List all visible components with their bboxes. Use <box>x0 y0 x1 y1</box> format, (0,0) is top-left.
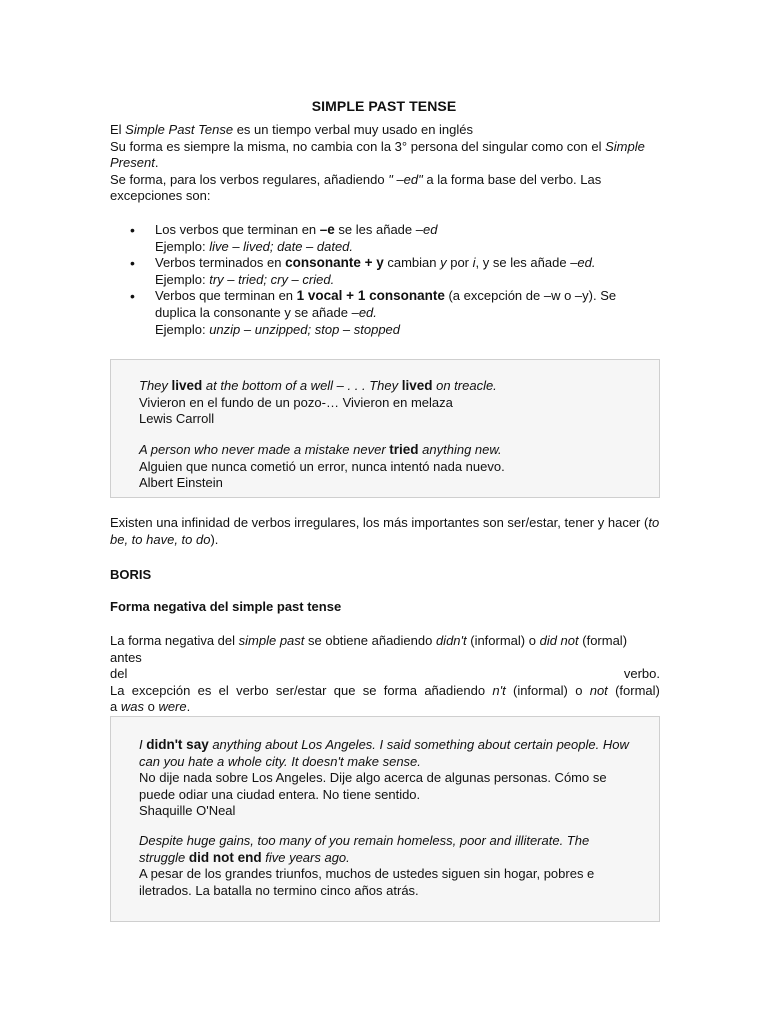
list-item: • Verbos terminados en consonante + y cambian y por i, y se les añade –ed. Ejemplo: try – tried; cry – cried. <box>110 255 660 288</box>
example-label: Ejemplo: <box>155 321 210 337</box>
intro-term: " –ed" <box>388 171 423 187</box>
quote-translation: Vivieron en el fundo de un pozo-… Vivieron en melaza <box>139 394 453 410</box>
quote: They lived at the bottom of a well – . . . They lived on treacle. Vivieron en el fundo de un pozo-… Vivieron en melaza Lewis Carroll <box>139 378 639 428</box>
highlight: consonante + y <box>285 255 384 271</box>
intro-text: es un tiempo verbal muy usado en inglés <box>233 122 474 137</box>
list-item: • Verbos que terminan en 1 vocal + 1 consonante (a excepción de –w o –y). Se duplica la consonante y se añade –ed. Ejemplo: unzip – unzipped; stop – stopped <box>110 288 660 338</box>
quote-author: Lewis Carroll <box>139 411 215 427</box>
highlight: did not end <box>188 849 262 865</box>
quote: A person who never made a mistake never tried anything new. Alguien que nunca cometió un error, nunca intentó nada nuevo. Albert Einstein <box>139 442 639 492</box>
example-text: try – tried; cry – cried. <box>209 271 335 287</box>
quote-translation: A pesar de los grandes triunfos, muchos de ustedes siguen sin hogar, pobres e iletrados. La batalla no termino cinco años atrás. <box>139 866 595 898</box>
quote-author: Shaquille O'Neal <box>139 803 236 819</box>
rules-list <box>110 222 660 338</box>
quote: I didn't say anything about Los Angeles. I said something about certain people. How can you hate a whole city. It doesn't make sense. No dije nada sobre Los Angeles. Dije algo acerca de algunas personas. Cómo se puede odiar una ciudad entera. No tiene sentido. Shaquille O'Neal <box>139 737 639 820</box>
quote: Despite huge gains, too many of you remain homeless, poor and illiterate. The struggle did not end five years ago. A pesar de los grandes triunfos, muchos de ustedes siguen sin hogar, pobres e iletrados. La batalla no termino cinco años atrás. <box>139 833 639 899</box>
page-title: SIMPLE PAST TENSE <box>311 98 457 114</box>
example-label: Ejemplo: <box>155 271 210 287</box>
intro-text: Su forma es siempre la misma, no cambia con la 3° persona del singular como con el <box>110 138 606 154</box>
example-text: unzip – unzipped; stop – stopped <box>209 321 401 337</box>
intro-term: Simple Past Tense <box>125 122 234 137</box>
intro-text: . <box>154 155 159 171</box>
highlight: didn't say <box>146 737 209 752</box>
highlight: lived <box>171 378 203 393</box>
highlight: –e <box>319 222 335 237</box>
highlight: lived <box>401 378 433 393</box>
intro-term: Simple Present <box>110 138 645 171</box>
intro-text: a la forma base del verbo. Las excepciones son: <box>110 171 602 204</box>
list-item: • Los verbos que terminan en –e se les añade –ed Ejemplo: live – lived; date – dated. <box>110 222 660 255</box>
intro-text: El <box>110 122 126 137</box>
intro-paragraph <box>110 122 660 205</box>
quote-box <box>110 716 660 922</box>
section-heading: BORIS <box>110 567 152 582</box>
quote-author: Albert Einstein <box>139 475 223 491</box>
negative-paragraph: La forma negativa del simple past se obtiene añadiendo didn't (informal) o did not (formal) antes del verbo. La excepción es el verbo ser/estar que se forma añadiendo n't (informal) o not (formal) a was o were. <box>110 633 660 715</box>
quote-box <box>110 359 660 498</box>
irregular-paragraph: Existen una infinidad de verbos irregulares, los más importantes son ser/estar, tener y hacer (to be, to have, to do). <box>110 515 660 547</box>
example-text: live – lived; date – dated. <box>209 238 354 254</box>
highlight: tried <box>389 442 419 457</box>
example-label: Ejemplo: <box>155 238 210 254</box>
quote-translation: No dije nada sobre Los Angeles. Dije algo acerca de algunas personas. Cómo se puede odiar una ciudad entera. No tiene sentido. <box>139 770 607 802</box>
highlight: 1 vocal + 1 consonante <box>296 288 445 304</box>
section-heading: Forma negativa del simple past tense <box>110 599 342 614</box>
quote-translation: Alguien que nunca cometió un error, nunca intentó nada nuevo. <box>139 458 505 474</box>
intro-text: Se forma, para los verbos regulares, añadiendo <box>110 171 389 187</box>
